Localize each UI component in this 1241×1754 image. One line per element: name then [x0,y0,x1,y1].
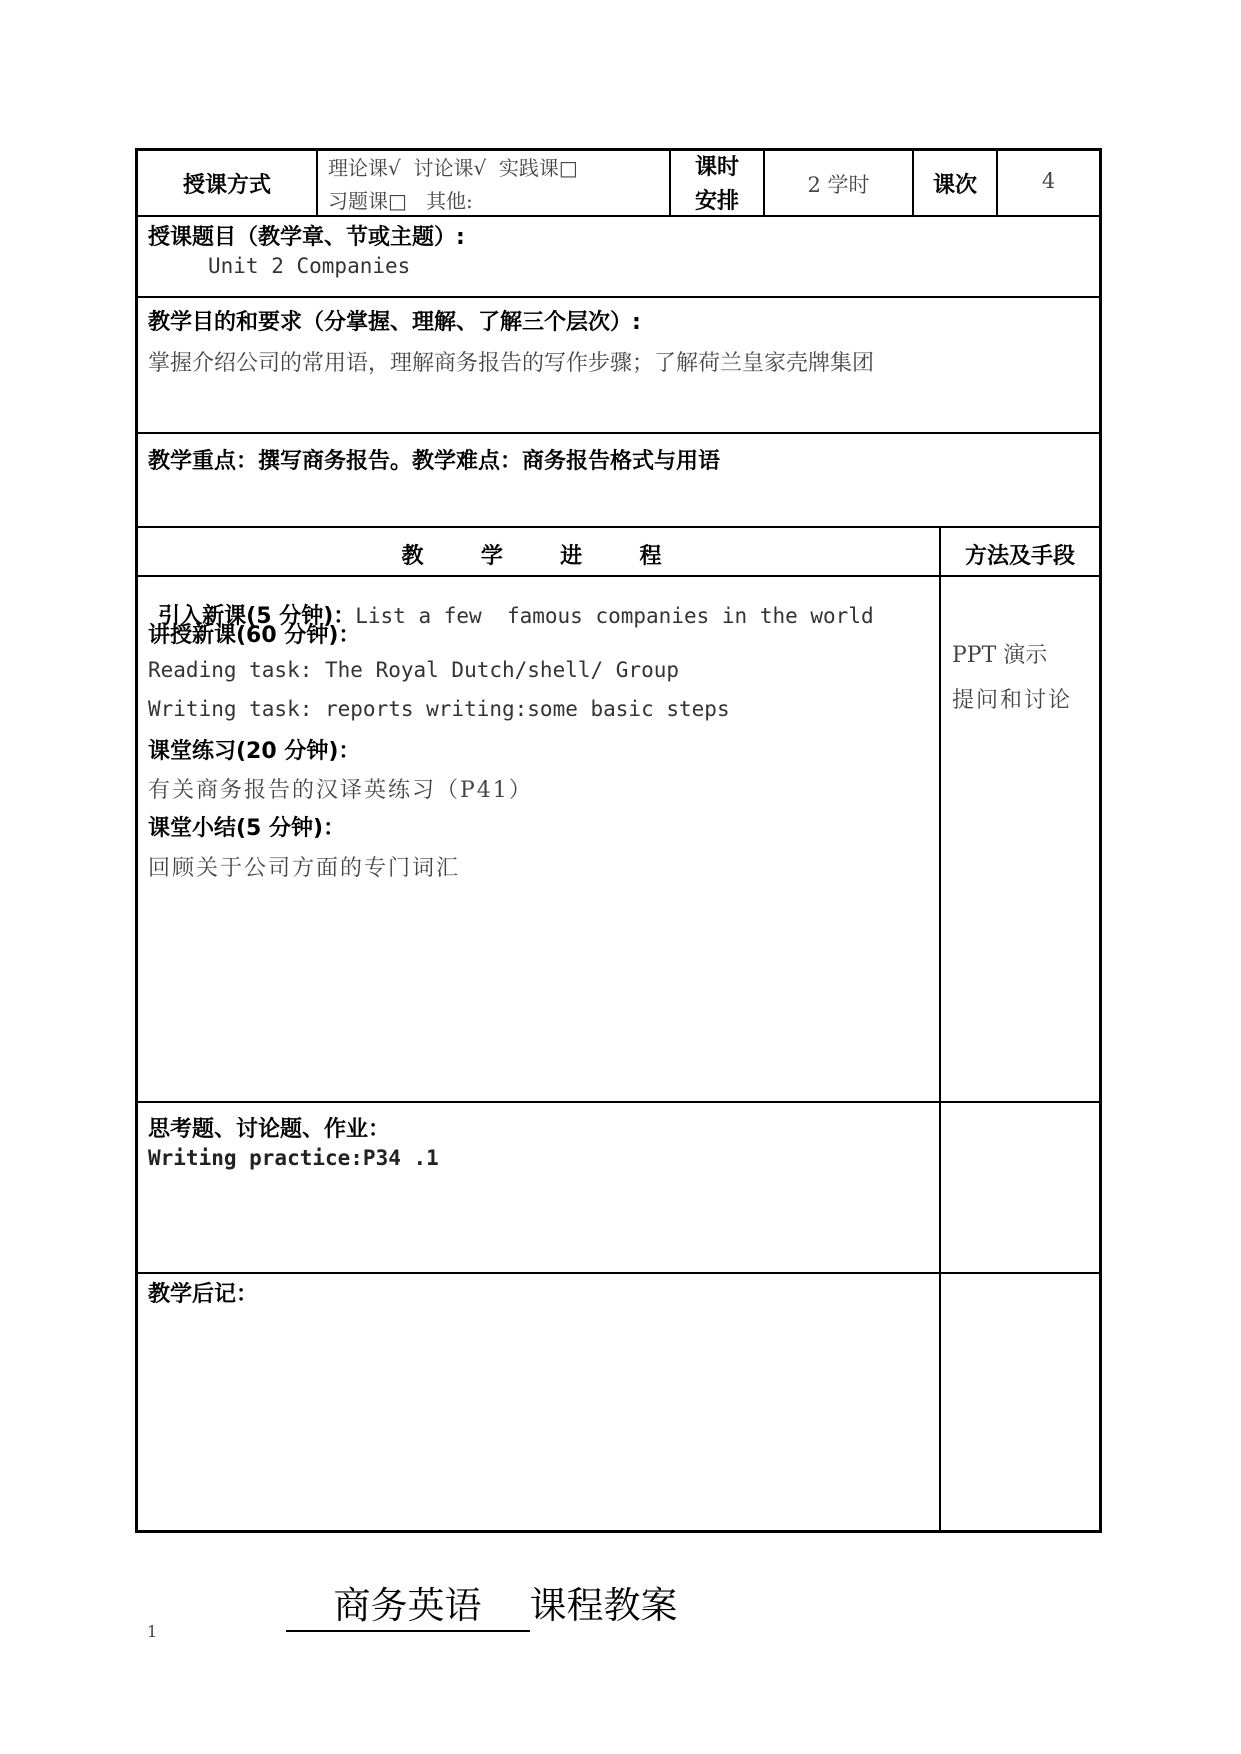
topic-value: Unit 2 Companies [208,254,411,278]
row-divider-homework [136,1272,1101,1274]
teaching-mode-options-line2: 习题课□ 其他: [328,189,473,213]
process-header: 教 学 进 程 [401,544,676,569]
row-divider-process-header [136,575,1101,577]
method-item-discussion: 提问和讨论 [952,688,1073,713]
row-divider-keypoints [136,526,1101,528]
intro-text: List a few famous companies in the world [355,604,874,628]
homework-value: Writing practice:P34 .1 [148,1146,439,1170]
page-number: 1 [147,1622,158,1641]
intro-label: 引入新课(5 分钟)： [158,604,356,629]
course-title [262,1539,678,1632]
row-divider-header [136,215,1101,217]
key-points-label: 教学重点：撰写商务报告。教学难点：商务报告格式与用语 [148,449,721,474]
class-hours-value: 2 学时 [807,173,870,197]
class-hours-label-line1: 课时 [694,155,739,180]
row-divider-objectives [136,432,1101,434]
col-divider-1 [316,148,318,216]
summary-label: 课堂小结(5 分钟)： [148,816,346,841]
course-name: 商务英语 [286,1582,530,1632]
summary-text: 回顾关于公司方面的专门词汇 [148,856,461,881]
topic-label: 授课题目（教学章、节或主题）: [148,225,465,250]
methods-column-divider [939,526,941,1532]
table-border-right [1099,148,1102,1533]
new-lesson-label: 讲授新课(60 分钟)： [148,623,361,648]
postscript-label: 教学后记： [148,1282,259,1307]
row-divider-topic [136,296,1101,298]
practice-label: 课堂练习(20 分钟)： [148,739,361,764]
writing-task: Writing task: reports writing:some basic steps [148,697,730,721]
method-item-ppt: PPT 演示 [952,643,1048,668]
methods-header: 方法及手段 [964,544,1075,569]
row-divider-process [136,1101,1101,1103]
class-hours-label-line2: 安排 [694,189,739,214]
teaching-mode-label: 授课方式 [182,173,271,198]
practice-text: 有关商务报告的汉译英练习（P41） [148,778,533,803]
course-title-suffix: 课程教案 [529,1584,678,1627]
objectives-label: 教学目的和要求（分掌握、理解、了解三个层次）: [148,310,641,335]
session-label: 课次 [932,173,977,198]
objectives-value: 掌握介绍公司的常用语，理解商务报告的写作步骤；了解荷兰皇家壳牌集团 [148,351,875,376]
teaching-mode-options-line1: 理论课√ 讨论课√ 实践课□ [328,156,578,180]
reading-task: Reading task: The Royal Dutch/shell/ Group [148,658,680,682]
table-border-top [136,148,1101,151]
homework-label: 思考题、讨论题、作业： [148,1117,391,1142]
table-border-left [135,148,138,1533]
table-border-bottom [136,1530,1101,1533]
session-value: 4 [1041,169,1056,193]
